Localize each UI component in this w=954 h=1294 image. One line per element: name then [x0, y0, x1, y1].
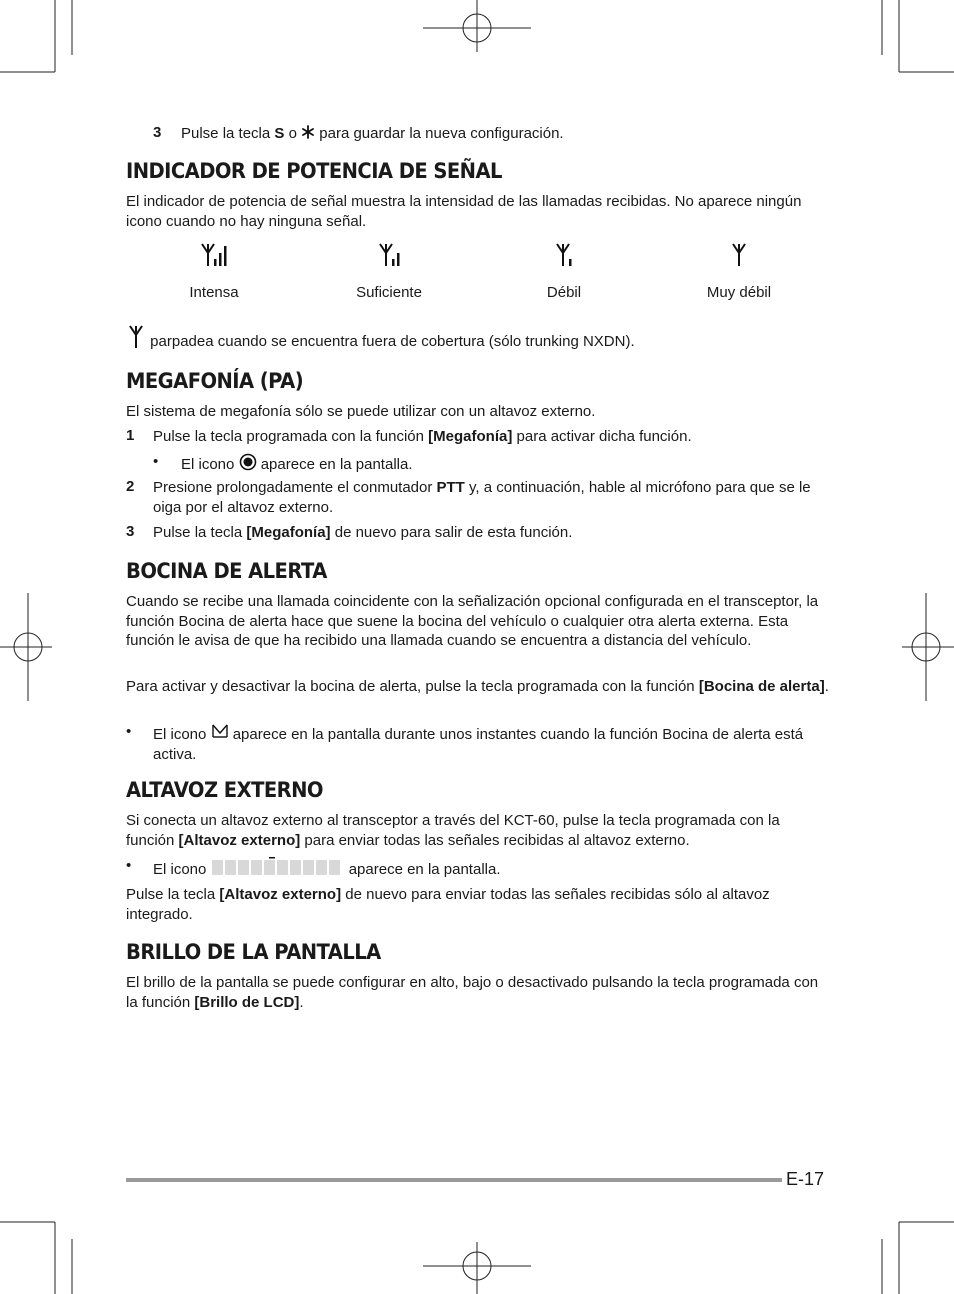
monitor-key-icon	[301, 125, 315, 139]
pa-icon	[239, 453, 257, 471]
antenna-2bars-icon	[377, 242, 401, 268]
manual-page: 3 Pulse la tecla S o para guardar la nueva configuración. INDICADOR DE POTENCIA DE SEÑAL El indicador de potencia de señal muestra la intensidad de las llamadas recibidas. No aparece ningún icono cuando no hay ninguna señal. Intensa Suficiente Débil Muy débil parpadea cuando se encuentra fuera de cobertura (sólo trunking NXDN). MEGAFONÍA (PA) El sistema de megafonía sólo se puede utilizar con un altavoz externo. 1 Pulse la tecla programada con la función [Megafonía] para activar dicha función. • El icono aparece en la pantalla. 2 Presione prolongadamente el conmutador PTT y, a continuación, hable al micrófono para que se le oiga por el altavoz externo. 3 Pulse la tecla [Megafonía] de nuevo para salir de esta función. BOCINA DE ALERTA Cuando se recibe una llamada coincidente con la señalización opcional configurada en el transceptor, la función Bocina de alerta hace que suene la bocina del vehículo o cualquier otra alerta externa. Esta función le avisa de que ha recibido una llamada cuando se encuentra a distancia del vehículo. Para activar y desactivar la bocina de alerta, pulse la tecla programada con la función [Bocina de alerta]. • El icono aparece en la pantalla durante unos instantes cuando la función Bocina de alerta está activa. ALTAVOZ EXTERNO Si conecta un altavoz externo al transceptor a través del KCT-60, pulse la tecla programada con la función [Altavoz externo] para enviar todas las señales recibidas al altavoz externo. • El icono aparece en la pantalla. Pulse la tecla [Altavoz externo] de nuevo para enviar todas las señales recibidas sólo al altavoz integrado. BRILLO DE LA PANTALLA El brillo de la pantalla se puede configurar en alto, bajo o desactivado pulsando la tecla programada con la función [Brillo de LCD]. E-17	[0, 0, 954, 1294]
speaker-paragraph-1: Si conecta un altavoz externo al transceptor a través del KCT-60, pulse la tecla programada con la función [Altavoz externo] para enviar todas las señales recibidas al altavoz externo.	[126, 812, 780, 849]
section-title-pa: MEGAFONÍA (PA)	[126, 369, 304, 393]
horn-alert-icon	[211, 723, 229, 741]
horn-paragraph-1: Cuando se recibe una llamada coincidente con la señalización opcional configurada en el transceptor, la función Bocina de alerta hace que suene la bocina del vehículo o cualquier otra alerta externa. Esta función le avisa de que ha recibido una llamada cuando se encuentra a distancia del vehículo.	[126, 593, 819, 649]
section-title-signal: INDICADOR DE POTENCIA DE SEÑAL	[126, 159, 502, 183]
section-title-horn: BOCINA DE ALERTA	[126, 559, 327, 583]
horn-paragraph-2: Para activar y desactivar la bocina de alerta, pulse la tecla programada con la función [Bocina de alerta].	[126, 678, 829, 695]
speaker-paragraph-2: Pulse la tecla [Altavoz externo] de nuevo para enviar todas las señales recibidas sólo al altavoz integrado.	[126, 886, 770, 923]
section-title-brightness: BRILLO DE LA PANTALLA	[126, 940, 381, 964]
antenna-blink-icon	[126, 324, 146, 350]
section-title-speaker: ALTAVOZ EXTERNO	[126, 778, 323, 802]
pa-intro: El sistema de megafonía sólo se puede utilizar con un altavoz externo.	[126, 403, 596, 420]
brightness-paragraph: El brillo de la pantalla se puede configurar en alto, bajo o desactivado pulsando la tecla programada con la función [Brillo de LCD].	[126, 974, 819, 1011]
signal-intro: El indicador de potencia de señal muestra la intensidad de las llamadas recibidas. No aparece ningún icono cuando no hay ninguna señal.	[126, 193, 802, 230]
external-speaker-lcd-icon	[211, 857, 345, 877]
antenna-3bars-icon	[199, 242, 229, 268]
key-s: S	[274, 125, 285, 142]
signal-level-very-weak: Muy débil	[679, 242, 799, 301]
footer-rule	[126, 1178, 782, 1182]
signal-levels	[126, 242, 831, 302]
signal-blink-note: parpadea cuando se encuentra fuera de cobertura (sólo trunking NXDN).	[126, 324, 831, 352]
antenna-0bars-icon	[730, 242, 748, 268]
page-number: E-17	[786, 1169, 825, 1189]
antenna-1bar-icon	[554, 242, 574, 268]
signal-level-strong: Intensa	[154, 242, 274, 301]
signal-level-weak: Débil	[504, 242, 624, 301]
signal-level-sufficient: Suficiente	[329, 242, 449, 301]
